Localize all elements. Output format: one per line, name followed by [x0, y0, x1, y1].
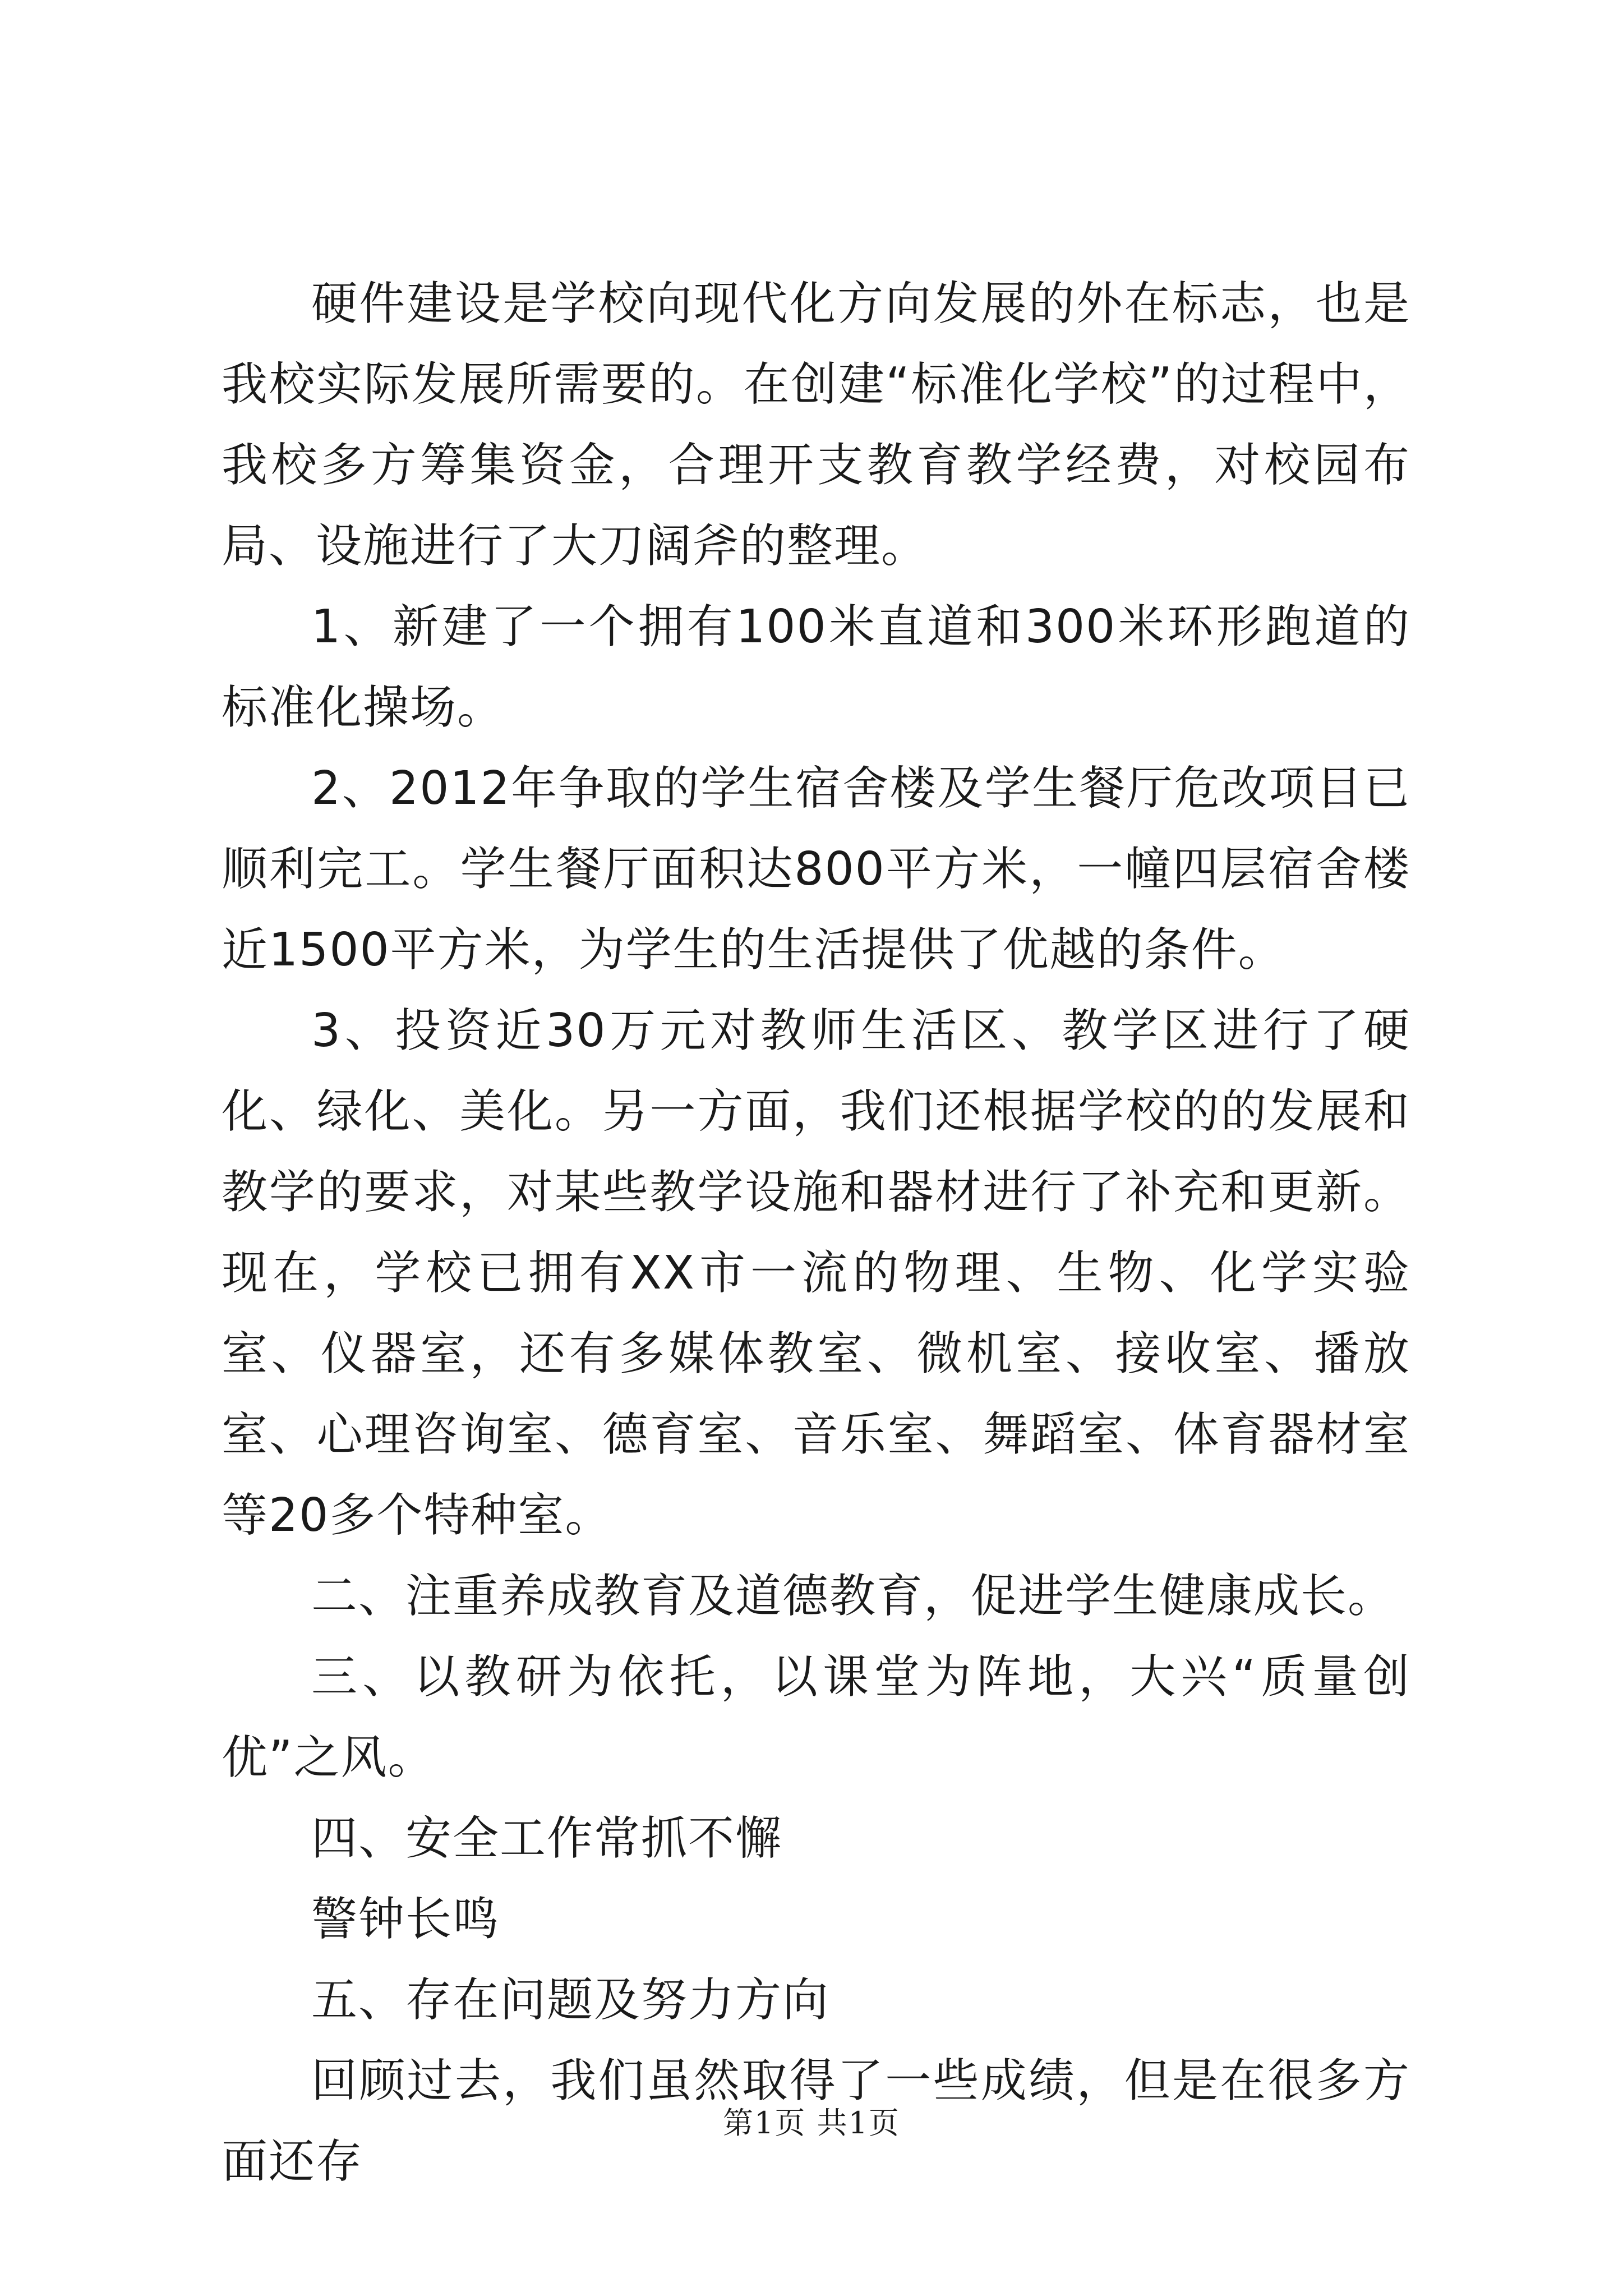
paragraph-item-2-dormitory: 2、2012年争取的学生宿舍楼及学生餐厅危改项目已顺利完工。学生餐厅面积达800平方米，一幢四层宿舍楼近1500平方米，为学生的生活提供了优越的条件。 — [222, 762, 1410, 977]
heading-section-5: 五、存在问题及努力方向 — [311, 1973, 830, 2027]
page-footer: 第1页 共1页 — [723, 2105, 900, 2141]
paragraph-item-1-playground: 1、新建了一个拥有100米直道和300米环形跑道的标准化操场。 — [222, 600, 1410, 734]
document-body — [222, 264, 1410, 2202]
heading-section-2: 二、注重养成教育及道德教育，促进学生健康成长。 — [311, 1570, 1395, 1623]
heading-section-4-continued: 警钟长鸣 — [311, 1893, 500, 1946]
heading-section-3: 三、以教研为依托，以课堂为阵地，大兴“质量创优”之风。 — [222, 1650, 1410, 1784]
paragraph-hardware-construction: 硬件建设是学校向现代化方向发展的外在标志，也是我校实际发展所需要的。在创建“标准化学校”的过程中，我校多方筹集资金，合理开支教育教学经费，对校园布局、设施进行了大刀阔斧的整理。 — [222, 277, 1410, 573]
heading-section-4: 四、安全工作常抓不懈 — [311, 1812, 783, 1865]
paragraph-review: 回顾过去，我们虽然取得了一些成绩，但是在很多方面还存 — [222, 2054, 1410, 2188]
paragraph-item-3-investment: 3、投资近30万元对教师生活区、教学区进行了硬化、绿化、美化。另一方面，我们还根据学校的的发展和教学的要求，对某些教学设施和器材进行了补充和更新。现在，学校已拥有XX市一流的物理、生物、化学实验室、仪器室，还有多媒体教室、微机室、接收室、播放室、心理咨询室、德育室、音乐室、舞蹈室、体育器材室等20多个特种室。 — [222, 1004, 1410, 1542]
